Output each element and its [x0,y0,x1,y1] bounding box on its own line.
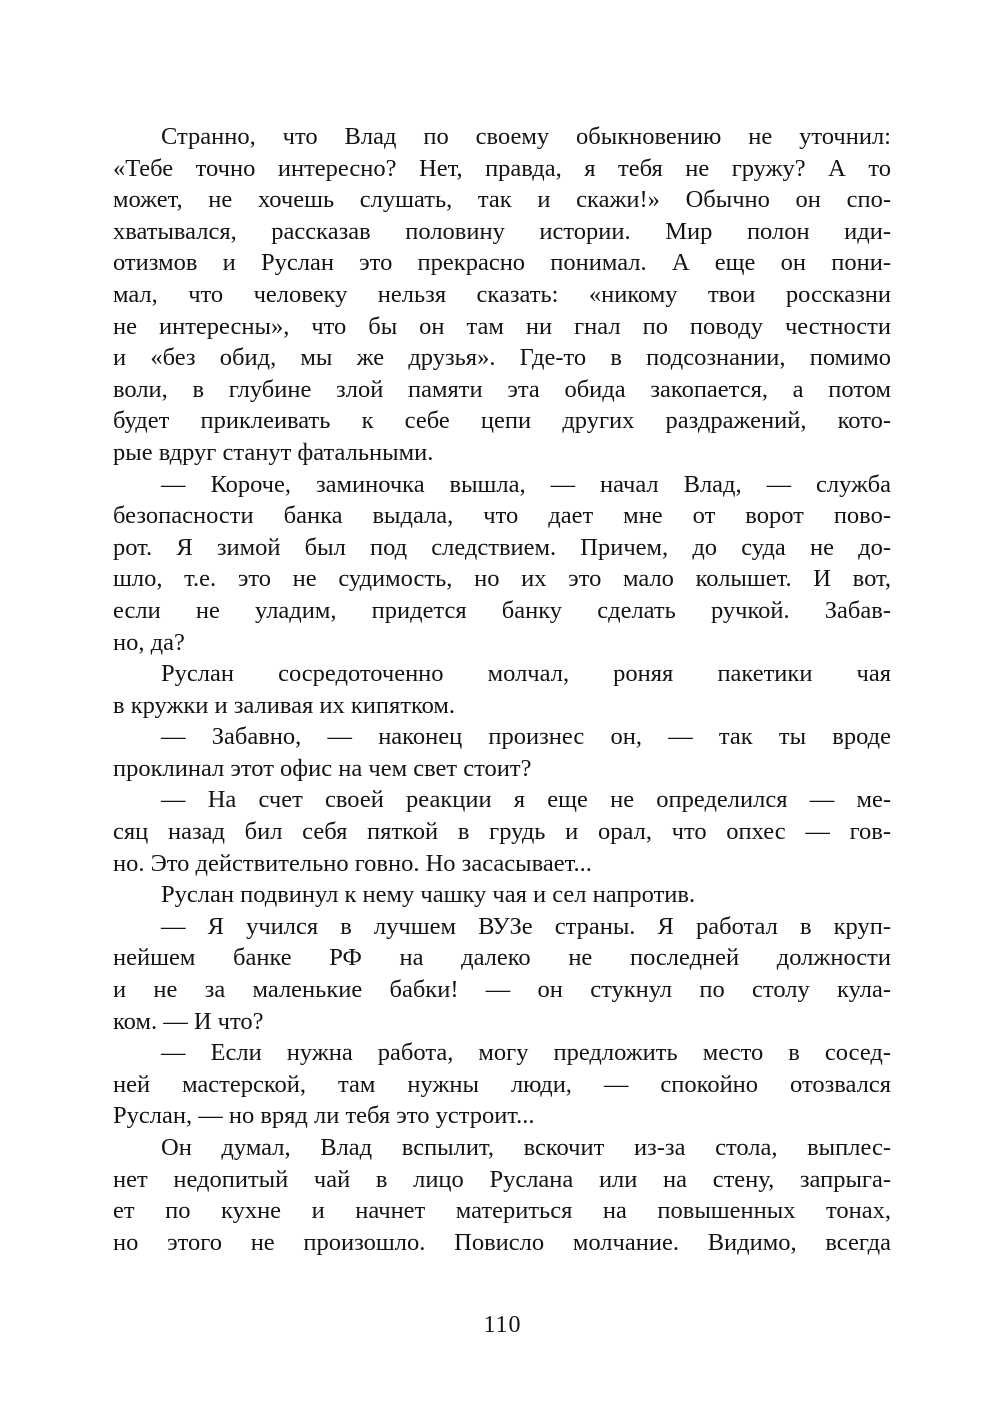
text-line: безопасности банка выдала, что дает мне от ворот пово- [113,502,891,530]
text-line: не интересны», что бы он там ни гнал по поводу честности [113,312,891,340]
text-line: Руслан, — но вряд ли тебя это устроит... [113,1102,535,1130]
paragraph [113,721,891,784]
text-line: проклинал этот офис на чем свет стоит? [113,754,532,782]
text-line: и «без обид, мы же друзья». Где-то в подсознании, помимо [113,344,891,372]
paragraph [113,1037,891,1132]
text-line: Руслан подвинул к нему чашку чая и сел напротив. [161,881,696,909]
text-line: хватывался, рассказав половину истории. Мир полон иди- [113,217,891,245]
text-line: — Если нужна работа, могу предложить место в сосед- [161,1039,891,1067]
text-line: ет по кухне и начнет материться на повышенных тонах, [113,1197,891,1225]
paragraph [113,469,891,659]
text-line: Странно, что Влад по своему обыкновению не уточнил: [161,123,891,150]
text-line: Руслан сосредоточенно молчал, роняя пакетики чая [161,660,891,688]
paragraph [113,879,891,911]
text-line: сяц назад бил себя пяткой в грудь и орал, что опхес — гов- [113,818,891,846]
paragraph [113,1132,891,1258]
page-number: 110 [483,1312,522,1338]
text-line: — Забавно, — наконец произнес он, — так ты вроде [161,723,891,751]
text-line: рые вдруг станут фатальными. [113,438,434,466]
text-line: может, не хочешь слушать, так и скажи!» Обычно он спо- [113,186,891,214]
text-line: шло, т.е. это не судимость, но их это мало колышет. И вот, [113,565,891,593]
paragraph [113,121,891,469]
text-line: нейшем банке РФ на далеко не последней должности [113,944,891,972]
text-line: — Короче, заминочка вышла, — начал Влад, — служба [161,470,891,498]
text-line: будет приклеивать к себе цепи других раздражений, кото- [113,407,891,435]
text-line: но. Это действительно говно. Но засасывает... [113,849,592,877]
paragraph [113,784,891,879]
text-line: рот. Я зимой был под следствием. Причем, до суда не до- [113,533,891,561]
text-line: если не уладим, придется банку сделать ручкой. Забав- [113,596,891,624]
text-line: «Тебе точно интересно? Нет, правда, я тебя не гружу? А то [113,154,891,182]
text-line: ком. — И что? [113,1007,264,1035]
text-line: но, да? [113,628,185,656]
text-line: воли, в глубине злой памяти эта обида закопается, а потом [113,375,891,403]
paragraph [113,658,891,721]
text-line: — Я учился в лучшем ВУЗе страны. Я работал в круп- [161,912,891,940]
text-line: в кружки и заливая их кипятком. [113,691,456,719]
text-line: ней мастерской, там нужны люди, — спокойно отозвался [113,1070,891,1098]
text-line: Он думал, Влад вспылит, вскочит из-за стола, выплес- [161,1134,891,1161]
text-line: нет недопитый чай в лицо Руслана или на стену, запрыга- [113,1165,891,1193]
paragraph [113,911,891,1037]
text-line: — На счет своей реакции я еще не определился — ме- [161,786,891,814]
text-line: и не за маленькие бабки! — он стукнул по столу кула- [113,976,891,1004]
page-text [113,121,891,1258]
text-line: но этого не произошло. Повисло молчание. Видимо, всегда [113,1228,891,1256]
text-line: мал, что человеку нельзя сказать: «никому твои россказни [113,280,891,308]
text-line: отизмов и Руслан это прекрасно понимал. А еще он пони- [113,249,891,277]
